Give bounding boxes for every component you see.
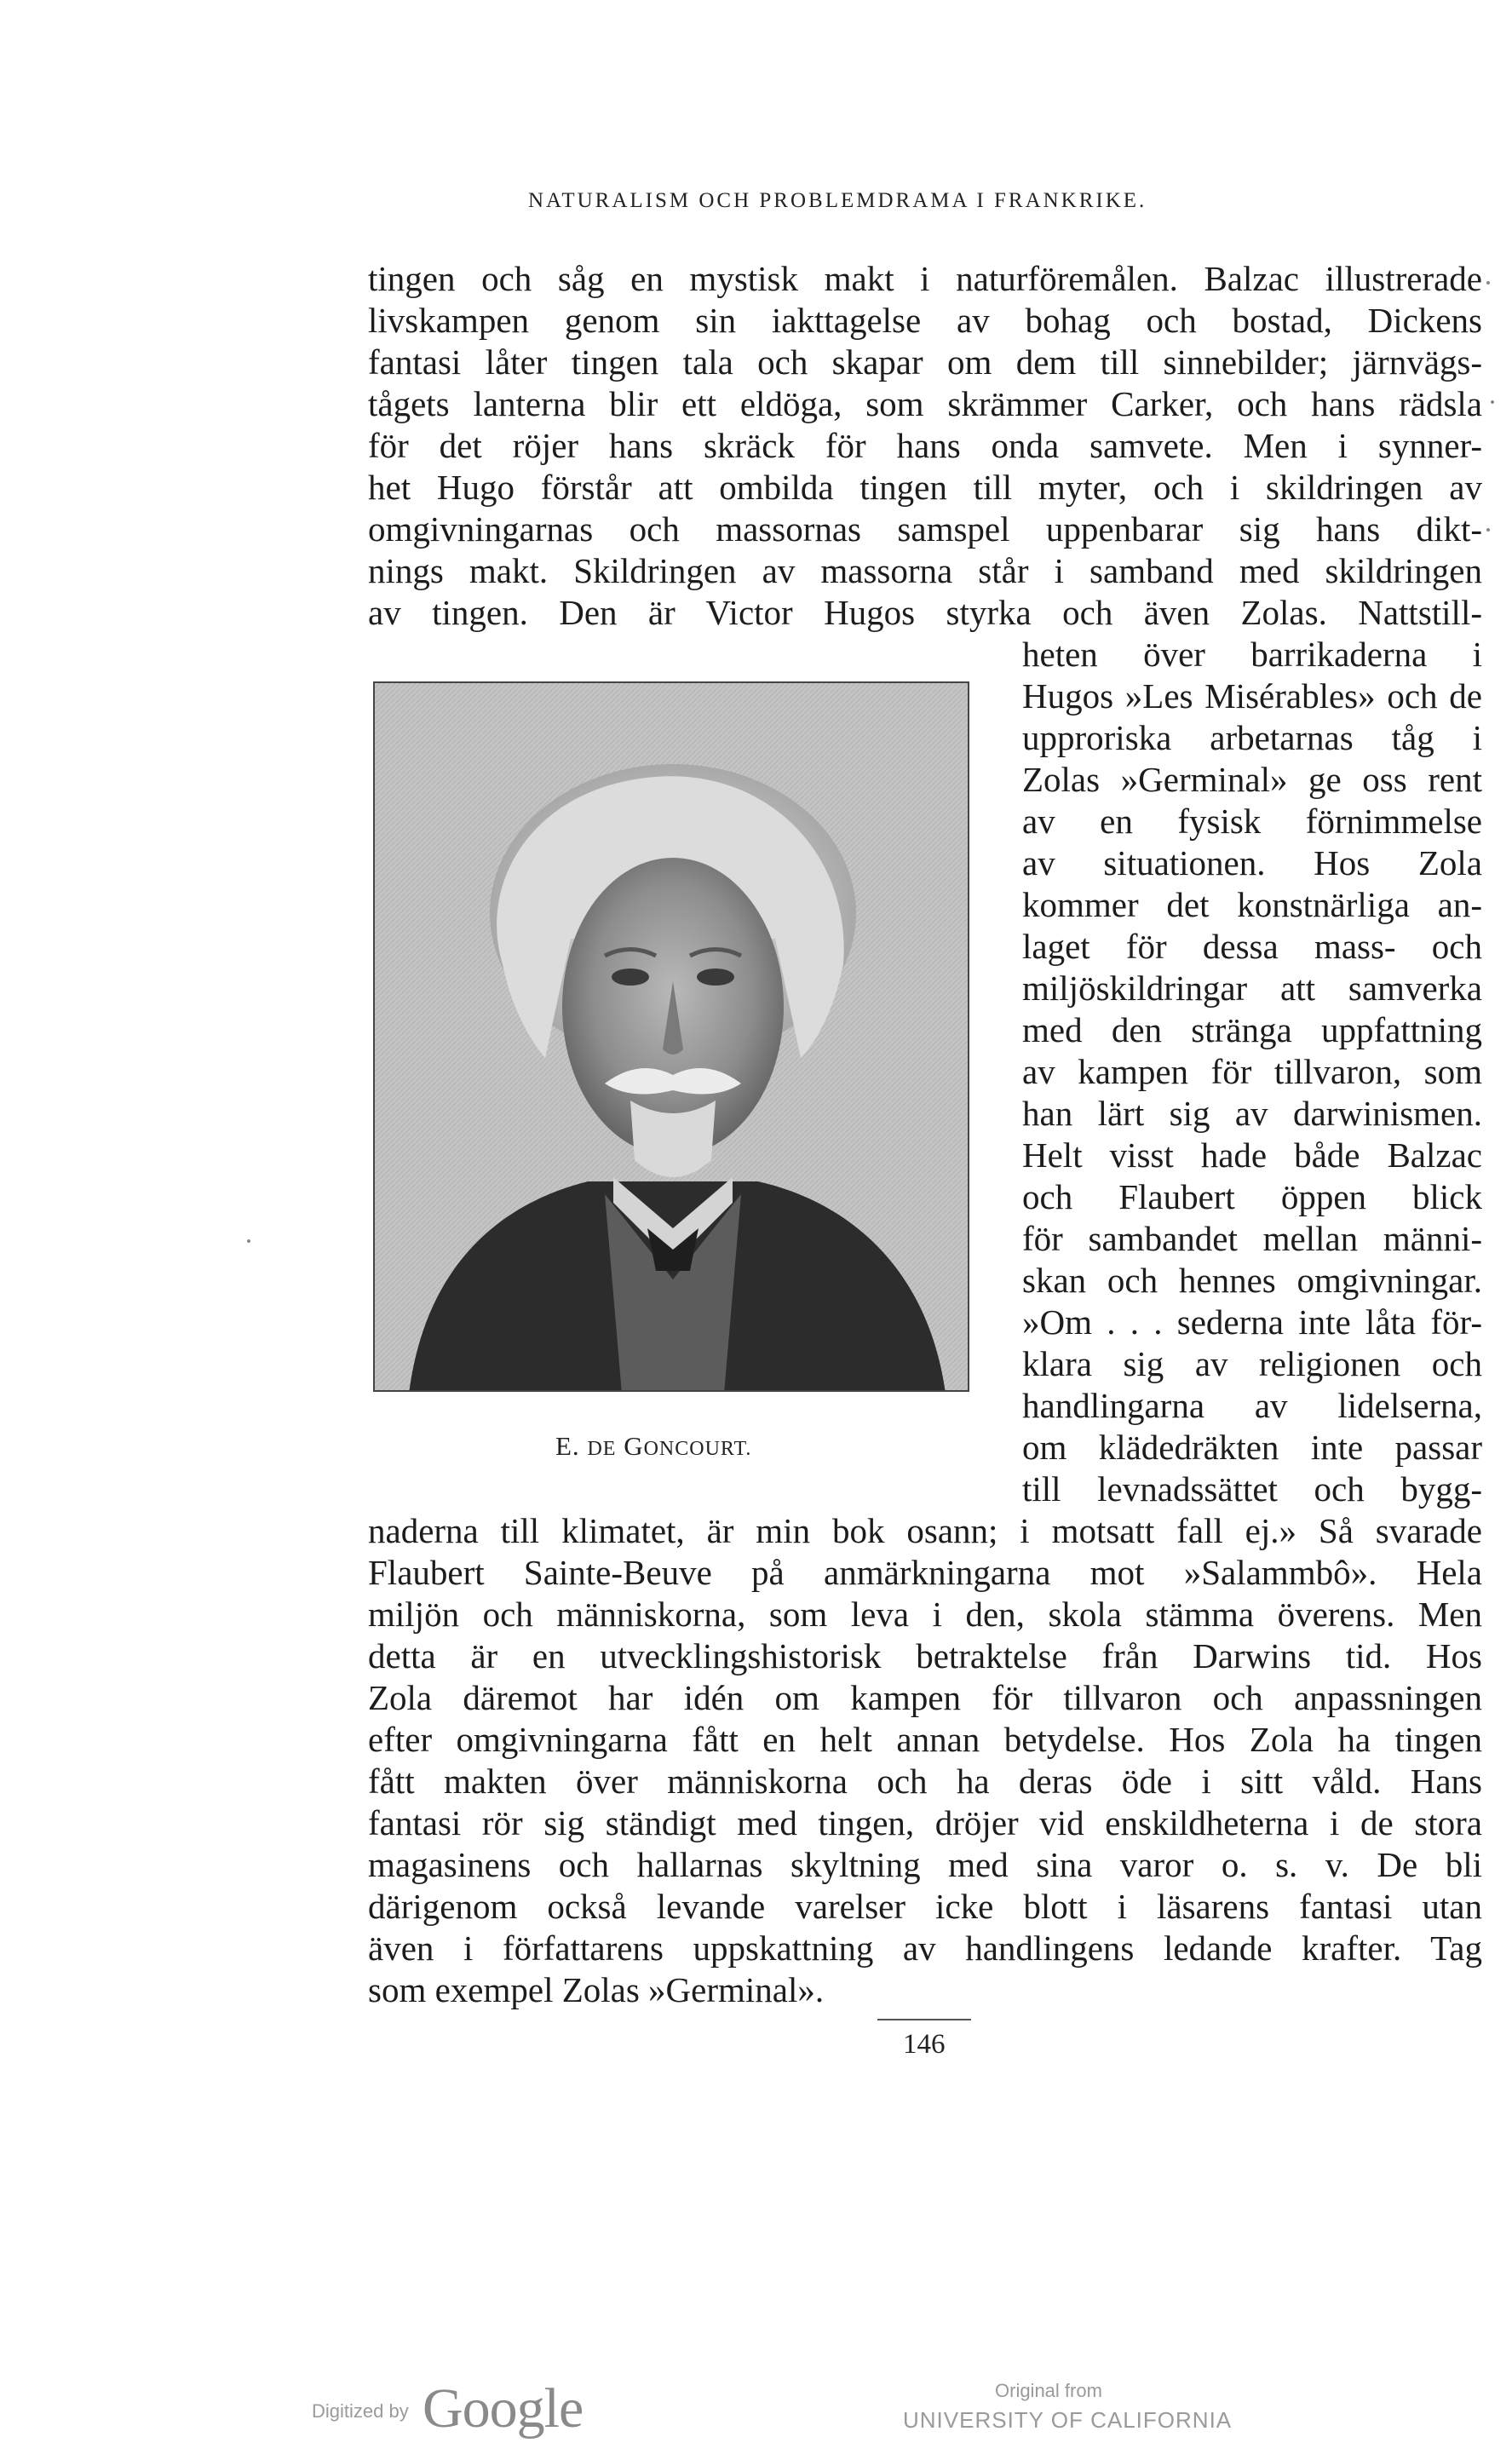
text-line: om klädedräkten inte passar: [1022, 1428, 1482, 1467]
text-line: upproriska arbetarnas tåg i: [1022, 718, 1482, 757]
text-line: detta är en utvecklingshistorisk betraktelse från Darwins tid. Hos: [368, 1636, 1482, 1675]
text-line: magasinens och hallarnas skyltning med sina varor o. s. v. De bli: [368, 1845, 1482, 1884]
text-line: han lärt sig av darwinismen.: [1022, 1094, 1482, 1133]
text-line: efter omgivningarna fått en helt annan betydelse. Hos Zola ha tingen: [368, 1720, 1482, 1759]
text-line: av situationen. Hos Zola: [1022, 843, 1482, 882]
caption-name-g: G: [624, 1431, 644, 1461]
text-line: handlingarna av lidelserna,: [1022, 1386, 1482, 1425]
running-header: NATURALISM OCH PROBLEMDRAMA I FRANKRIKE.: [528, 189, 1147, 212]
text-line: fått makten över människorna och ha deras öde i sitt våld. Hans: [368, 1762, 1482, 1801]
scan-speck: [1486, 281, 1490, 285]
google-logo: Google: [423, 2377, 584, 2440]
text-line: av en fysisk förnimmelse: [1022, 802, 1482, 841]
scan-speck: [247, 1239, 250, 1243]
figure-caption: [555, 1431, 751, 1462]
text-line: Zolas »Germinal» ge oss rent: [1022, 760, 1482, 799]
text-line: av kampen för tillvaron, som: [1022, 1052, 1482, 1091]
scan-speck: [1486, 528, 1490, 532]
text-line: fantasi rör sig ständigt med tingen, dröjer vid enskildheterna i de stora: [368, 1803, 1482, 1842]
digitized-by-label: Digitized by: [312, 2400, 409, 2422]
text-line: omgivningarnas och massornas samspel uppenbarar sig hans dikt-: [368, 509, 1482, 549]
original-from-label: Original from: [995, 2380, 1102, 2401]
text-line: heten över barrikaderna i: [1022, 635, 1482, 674]
text-line: därigenom också levande varelser icke blott i läsarens fantasi utan: [368, 1887, 1482, 1926]
text-line: nings makt. Skildringen av massorna står i samband med skildringen: [368, 551, 1482, 590]
text-line: även i författarens uppskattning av handlingens ledande krafter. Tag: [368, 1928, 1482, 1968]
text-line: tågets lanterna blir ett eldöga, som skrämmer Carker, och hans rädsla: [368, 384, 1482, 423]
text-line: naderna till klimatet, är min bok osann; i motsatt fall ej.» Så svarade: [368, 1511, 1482, 1550]
text-line: Flaubert Sainte-Beuve på anmärkningarna mot »Salammbô». Hela: [368, 1553, 1482, 1592]
text-line: Hugos »Les Misérables» och de: [1022, 676, 1482, 716]
text-line: för det röjer hans skräck för hans onda samvete. Men i synner-: [368, 426, 1482, 465]
caption-de: DE: [587, 1438, 617, 1460]
text-line: av tingen. Den är Victor Hugos styrka och även Zolas. Nattstill-: [368, 593, 1482, 632]
text-line: miljöskildringar att samverka: [1022, 968, 1482, 1008]
text-line: till levnadssättet och bygg-: [1022, 1469, 1482, 1509]
text-line: och Flaubert öppen blick: [1022, 1177, 1482, 1216]
text-line: het Hugo förstår att ombilda tingen till myter, och i skildringen av: [368, 468, 1482, 507]
scan-speck: [1491, 400, 1494, 404]
text-line: livskampen genom sin iakttagelse av bohag och bostad, Dickens: [368, 301, 1482, 340]
caption-initial: E.: [555, 1431, 580, 1461]
text-line: miljön och människorna, som leva i den, skola stämma överens. Men: [368, 1595, 1482, 1634]
text-line: »Om . . . sederna inte låta för-: [1022, 1302, 1482, 1342]
page-number-rule: [877, 2019, 971, 2020]
text-line: tingen och såg en mystisk makt i naturföremålen. Balzac illustrerade: [368, 259, 1482, 298]
text-line: kommer det konstnärliga an-: [1022, 885, 1482, 924]
text-line: Zola däremot har idén om kampen för tillvaron och anpassningen: [368, 1678, 1482, 1717]
text-line: laget för dessa mass- och: [1022, 927, 1482, 966]
text-line: med den stränga uppfattning: [1022, 1010, 1482, 1049]
text-line: Helt visst hade både Balzac: [1022, 1135, 1482, 1175]
caption-name-rest: ONCOURT.: [643, 1438, 752, 1460]
portrait-figure: [373, 681, 969, 1392]
text-line: klara sig av religionen och: [1022, 1344, 1482, 1383]
text-line: för sambandet mellan männi-: [1022, 1219, 1482, 1258]
portrait-image: [375, 683, 969, 1392]
text-line: fantasi låter tingen tala och skapar om dem till sinnebilder; järnvägs-: [368, 342, 1482, 382]
page-number: 146: [903, 2029, 946, 2060]
text-line: skan och hennes omgivningar.: [1022, 1261, 1482, 1300]
institution-label: UNIVERSITY OF CALIFORNIA: [903, 2407, 1233, 2433]
text-line: som exempel Zolas »Germinal».: [368, 1970, 825, 2009]
